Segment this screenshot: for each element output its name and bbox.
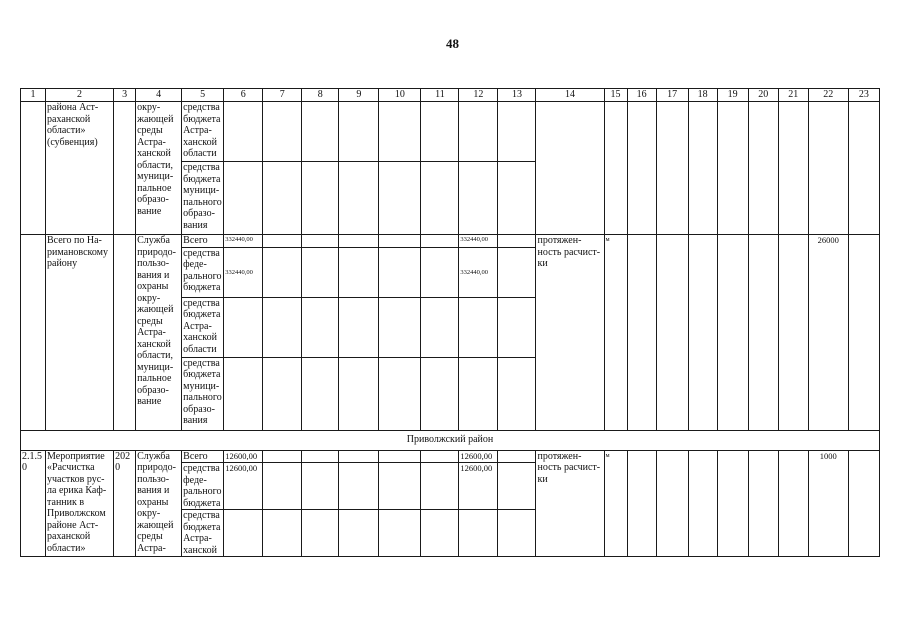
measure-name: Мероприятие «Расчистка участков рус-ла ерика Каф-танник в Приволжском районе Аст-раханской области»	[46, 450, 114, 557]
funding-source: средства бюджета Астра-ханской	[182, 510, 224, 557]
value-cell	[339, 247, 379, 297]
value-cell	[302, 463, 339, 510]
value-cell	[339, 102, 379, 162]
funding-source: средства феде-рального бюджета	[182, 463, 224, 510]
value-cell	[421, 463, 459, 510]
section-title: Приволжский район	[21, 430, 880, 450]
value-cell	[688, 450, 717, 557]
funding-source: средства бюджета Астра-ханской области	[182, 297, 224, 357]
funding-source: средства бюджета Астра-ханской области	[182, 102, 224, 162]
value-cell	[224, 162, 263, 235]
value-cell	[848, 102, 879, 235]
header-cell: 23	[848, 89, 879, 102]
value-cell	[263, 463, 302, 510]
value-cell	[379, 357, 421, 430]
value-cell	[627, 102, 656, 235]
header-cell: 22	[808, 89, 848, 102]
total-amount: 12600,00	[459, 450, 498, 463]
value-cell	[379, 247, 421, 297]
value-cell	[421, 102, 459, 162]
header-cell: 8	[302, 89, 339, 102]
header-cell: 9	[339, 89, 379, 102]
header-cell: 4	[136, 89, 182, 102]
value-cell	[339, 463, 379, 510]
header-cell: 3	[114, 89, 136, 102]
value-cell	[339, 235, 379, 248]
value-cell	[459, 357, 498, 430]
header-cell: 10	[379, 89, 421, 102]
value-cell	[379, 162, 421, 235]
value-cell	[263, 357, 302, 430]
table-row	[21, 235, 880, 248]
value-cell	[339, 357, 379, 430]
value-cell	[459, 102, 498, 162]
header-cell: 17	[656, 89, 688, 102]
indicator-cell: протяжен-ность расчист-ки	[536, 450, 604, 557]
value-cell	[339, 297, 379, 357]
unit-cell: м	[604, 450, 627, 557]
year-cell: 2020	[114, 450, 136, 557]
value-cell	[302, 297, 339, 357]
value-cell	[498, 162, 536, 235]
value-cell	[224, 102, 263, 162]
header-cell: 13	[498, 89, 536, 102]
value-cell	[717, 235, 748, 431]
value-cell	[302, 510, 339, 557]
executor: Служба природо-пользо-вания и охраны окру-жающей среды Астра-ханской области, муници-пальное образо-вание	[136, 235, 182, 431]
header-cell: 5	[182, 89, 224, 102]
value-cell	[379, 450, 421, 463]
value-cell	[778, 450, 808, 557]
value-cell	[748, 102, 778, 235]
header-cell: 11	[421, 89, 459, 102]
value-cell	[498, 247, 536, 297]
value-cell	[263, 102, 302, 162]
table-row	[21, 450, 880, 463]
funding-source: Всего	[182, 450, 224, 463]
value-cell	[688, 235, 717, 431]
indicator-cell: протяжен-ность расчист-ки	[536, 235, 604, 431]
funding-source: средства бюджета муници-пального образо-вания	[182, 357, 224, 430]
value-cell	[627, 235, 656, 431]
funding-source: средства бюджета муници-пального образо-вания	[182, 162, 224, 235]
federal-amount: 332440,00	[224, 247, 263, 297]
total-amount: 12600,00	[224, 450, 263, 463]
value-cell	[379, 297, 421, 357]
page-number: 48	[446, 36, 459, 51]
total-amount: 332440,00	[459, 235, 498, 248]
value-cell	[421, 247, 459, 297]
value-cell	[263, 297, 302, 357]
value-cell	[263, 235, 302, 248]
value-cell	[459, 510, 498, 557]
value-cell	[656, 102, 688, 235]
value-cell	[339, 450, 379, 463]
unit-cell	[604, 102, 627, 235]
header-cell: 18	[688, 89, 717, 102]
value-cell	[421, 450, 459, 463]
value-cell	[302, 162, 339, 235]
value-cell	[656, 235, 688, 431]
header-cell: 15	[604, 89, 627, 102]
unit-cell: м	[604, 235, 627, 431]
funding-source: средства феде-рального бюджета	[182, 247, 224, 297]
value-cell	[498, 235, 536, 248]
header-cell: 16	[627, 89, 656, 102]
value-cell	[748, 235, 778, 431]
measure-name: Всего по На-римановскому району	[46, 235, 114, 431]
value-cell	[498, 297, 536, 357]
header-cell: 2	[46, 89, 114, 102]
value-cell	[224, 357, 263, 430]
executor: Служба природо-пользо-вания и охраны окру-жающей среды Астра-	[136, 450, 182, 557]
value-cell	[263, 510, 302, 557]
indicator-cell	[536, 102, 604, 235]
value-cell	[379, 235, 421, 248]
header-cell: 21	[778, 89, 808, 102]
value-cell	[302, 235, 339, 248]
year-cell	[114, 102, 136, 235]
value-cell	[302, 357, 339, 430]
row-code	[21, 235, 46, 431]
total-amount: 332440,00	[224, 235, 263, 248]
indicator-value: 1000	[808, 450, 848, 557]
value-cell	[498, 450, 536, 463]
value-cell	[302, 102, 339, 162]
value-cell	[688, 102, 717, 235]
value-cell	[748, 450, 778, 557]
value-cell	[848, 450, 879, 557]
program-table	[20, 88, 880, 557]
value-cell	[263, 247, 302, 297]
header-cell: 1	[21, 89, 46, 102]
executor: окру-жающей среды Астра-ханской области, муници-пальное образо-вание	[136, 102, 182, 235]
value-cell	[224, 510, 263, 557]
value-cell	[498, 357, 536, 430]
value-cell	[379, 463, 421, 510]
row-code	[21, 102, 46, 235]
value-cell	[656, 450, 688, 557]
value-cell	[808, 102, 848, 235]
federal-amount: 12600,00	[459, 463, 498, 510]
value-cell	[778, 235, 808, 431]
value-cell	[717, 102, 748, 235]
table-row	[21, 102, 880, 162]
value-cell	[459, 162, 498, 235]
row-code: 2.1.50	[21, 450, 46, 557]
value-cell	[339, 510, 379, 557]
value-cell	[717, 450, 748, 557]
value-cell	[302, 450, 339, 463]
value-cell	[778, 102, 808, 235]
measure-name: района Аст-раханской области» (субвенция)	[46, 102, 114, 235]
value-cell	[498, 510, 536, 557]
value-cell	[498, 463, 536, 510]
value-cell	[263, 162, 302, 235]
program-table-wrapper	[20, 88, 880, 557]
value-cell	[421, 297, 459, 357]
value-cell	[379, 510, 421, 557]
value-cell	[421, 162, 459, 235]
header-cell: 14	[536, 89, 604, 102]
value-cell	[421, 235, 459, 248]
funding-source: Всего	[182, 235, 224, 248]
value-cell	[302, 247, 339, 297]
header-cell: 20	[748, 89, 778, 102]
value-cell	[224, 297, 263, 357]
indicator-value: 26000	[808, 235, 848, 431]
federal-amount: 12600,00	[224, 463, 263, 510]
value-cell	[848, 235, 879, 431]
year-cell	[114, 235, 136, 431]
header-cell: 7	[263, 89, 302, 102]
header-cell: 19	[717, 89, 748, 102]
federal-amount: 332440,00	[459, 247, 498, 297]
header-row	[21, 89, 880, 102]
value-cell	[263, 450, 302, 463]
value-cell	[421, 357, 459, 430]
value-cell	[379, 102, 421, 162]
value-cell	[339, 162, 379, 235]
value-cell	[498, 102, 536, 162]
header-cell: 6	[224, 89, 263, 102]
section-row	[21, 430, 880, 450]
value-cell	[459, 297, 498, 357]
value-cell	[421, 510, 459, 557]
value-cell	[627, 450, 656, 557]
header-cell: 12	[459, 89, 498, 102]
